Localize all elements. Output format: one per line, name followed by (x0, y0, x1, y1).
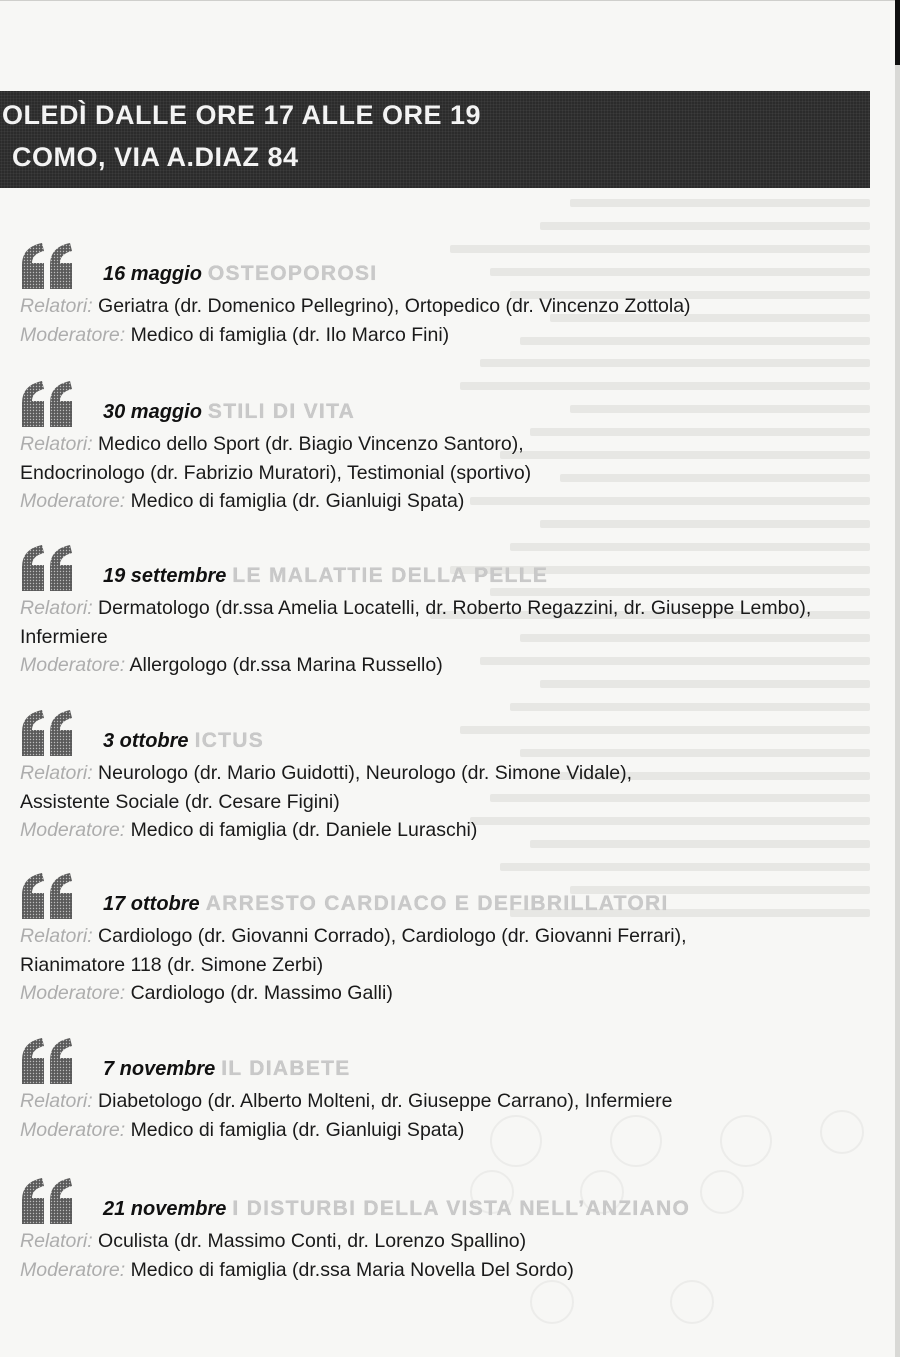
event-title (103, 1058, 351, 1079)
relatori-text: Cardiologo (dr. Giovanni Corrado), Cardiologo (dr. Giovanni Ferrari), (98, 925, 687, 947)
event-title (103, 730, 264, 751)
event-details (20, 594, 870, 680)
quote-mark-icon (20, 1170, 76, 1226)
event-title (103, 565, 548, 586)
event-date: 3 ottobre (103, 730, 189, 752)
moderatore-line (20, 816, 870, 845)
header-day-time: OLEDÌ DALLE ORE 17 ALLE ORE 19 (2, 100, 482, 130)
relatori-text: Dermatologo (dr.ssa Amelia Locatelli, dr. Roberto Regazzini, dr. Giuseppe Lembo), (98, 597, 812, 619)
page-corner-shadow (895, 0, 900, 65)
relatori-line (20, 759, 870, 788)
relatori-label: Relatori: (20, 597, 93, 619)
moderatore-text: Medico di famiglia (dr. Daniele Luraschi) (130, 819, 478, 841)
show-through-line (290, 215, 870, 238)
event-topic: OSTEOPOROSI (207, 262, 378, 285)
relatori-text: Endocrinologo (dr. Fabrizio Muratori), Testimonial (sportivo) (20, 461, 532, 484)
show-through-line (290, 375, 870, 398)
event-topic: LE MALATTIE DELLA PELLE (232, 564, 549, 587)
moderatore-line (20, 1116, 870, 1145)
quote-mark-icon (20, 1030, 76, 1086)
show-through-line (290, 192, 870, 215)
event-title (103, 1198, 690, 1219)
moderatore-label: Moderatore: (20, 654, 126, 676)
relatori-label: Relatori: (20, 433, 93, 455)
relatori-text: Geriatra (dr. Domenico Pellegrino), Ortopedico (dr. Vincenzo Zottola) (98, 295, 691, 317)
page-top-edge (0, 0, 895, 1)
quote-mark-icon (20, 537, 76, 593)
show-through-line (290, 512, 870, 535)
show-through-line (290, 535, 870, 558)
quote-mark-icon (20, 865, 76, 921)
show-through-logo (530, 1280, 574, 1324)
relatori-text: Medico dello Sport (dr. Biagio Vincenzo Santoro), (98, 433, 524, 455)
event-topic: STILI DI VITA (207, 400, 356, 423)
event-details (20, 292, 870, 349)
relatori-line (20, 1227, 870, 1256)
event-details (20, 1087, 870, 1144)
show-through-line (290, 696, 870, 719)
relatori-label: Relatori: (20, 1230, 93, 1252)
show-through-logo (700, 1170, 744, 1214)
event-date: 7 novembre (103, 1058, 216, 1080)
relatori-line (20, 951, 870, 980)
quote-mark-icon (20, 702, 76, 758)
moderatore-label: Moderatore: (20, 1258, 126, 1281)
event-date: 21 novembre (103, 1198, 227, 1220)
relatori-line (20, 922, 870, 951)
event-topic: I DISTURBI DELLA VISTA NELL’ANZIANO (232, 1197, 691, 1220)
event-date: 17 ottobre (103, 893, 200, 915)
event-details (20, 922, 870, 1008)
relatori-line (20, 623, 870, 652)
relatori-text: Oculista (dr. Massimo Conti, dr. Lorenzo Spallino) (98, 1230, 527, 1252)
moderatore-text: Allergologo (dr.ssa Marina Russello) (129, 654, 443, 676)
show-through-line (290, 856, 870, 879)
page-right-edge (895, 0, 900, 1357)
relatori-text: Rianimatore 118 (dr. Simone Zerbi) (20, 953, 324, 976)
relatori-label: Relatori: (20, 1090, 93, 1112)
event-date: 30 maggio (103, 401, 202, 423)
event-details (20, 430, 870, 516)
moderatore-label: Moderatore: (20, 982, 126, 1004)
event-topic: ARRESTO CARDIACO E DEFIBRILLATORI (205, 892, 669, 915)
event-date: 16 maggio (103, 263, 202, 285)
relatori-line (20, 594, 870, 623)
moderatore-text: Medico di famiglia (dr. Gianluigi Spata) (130, 490, 465, 512)
relatori-text: Diabetologo (dr. Alberto Molteni, dr. Giuseppe Carrano), Infermiere (98, 1090, 673, 1112)
moderatore-label: Moderatore: (20, 1118, 126, 1141)
relatori-line (20, 1087, 870, 1116)
moderatore-line (20, 651, 870, 680)
moderatore-line (20, 979, 870, 1008)
show-through-line (290, 398, 870, 421)
relatori-label: Relatori: (20, 762, 93, 784)
event-title (103, 401, 355, 422)
header-location: COMO, VIA A.DIAZ 84 (12, 142, 299, 172)
moderatore-text: Medico di famiglia (dr. Ilo Marco Fini) (130, 323, 450, 346)
relatori-line (20, 788, 870, 817)
event-title (103, 263, 377, 284)
quote-mark-icon (20, 235, 76, 291)
relatori-text: Infermiere (20, 625, 108, 648)
moderatore-label: Moderatore: (20, 490, 126, 512)
show-through-line (290, 352, 870, 375)
event-details (20, 759, 870, 845)
event-topic: IL DIABETE (221, 1057, 351, 1080)
moderatore-label: Moderatore: (20, 819, 126, 841)
header-banner (0, 91, 870, 188)
show-through-line (290, 718, 870, 741)
moderatore-label: Moderatore: (20, 323, 126, 346)
moderatore-text: Medico di famiglia (dr. Gianluigi Spata) (130, 1118, 465, 1141)
moderatore-text: Medico di famiglia (dr.ssa Maria Novella Del Sordo) (130, 1258, 574, 1281)
event-details (20, 1227, 870, 1284)
moderatore-text: Cardiologo (dr. Massimo Galli) (130, 982, 393, 1004)
moderatore-line (20, 487, 870, 516)
event-title (103, 893, 669, 914)
relatori-line (20, 292, 870, 321)
show-through-line (290, 238, 870, 261)
relatori-text: Assistente Sociale (dr. Cesare Figini) (20, 790, 340, 813)
relatori-line (20, 430, 870, 459)
relatori-line (20, 459, 870, 488)
moderatore-line (20, 321, 870, 350)
event-date: 19 settembre (103, 565, 227, 587)
event-topic: ICTUS (194, 729, 265, 752)
show-through-logo (670, 1280, 714, 1324)
relatori-label: Relatori: (20, 925, 93, 947)
relatori-text: Neurologo (dr. Mario Guidotti), Neurologo (dr. Simone Vidale), (98, 762, 633, 784)
moderatore-line (20, 1256, 870, 1285)
quote-mark-icon (20, 373, 76, 429)
relatori-label: Relatori: (20, 295, 93, 317)
